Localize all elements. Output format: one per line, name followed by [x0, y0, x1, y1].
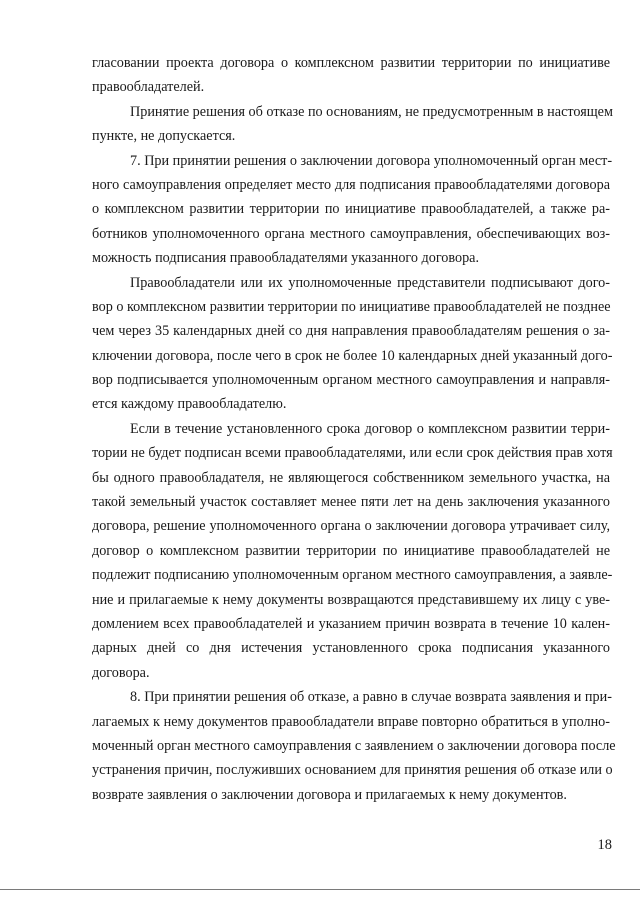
- text-line: чем через 35 календарных дней со дня направления правообладателям решения о за-: [92, 323, 610, 340]
- text-line: договор о комплексном развитии территории по инициативе правообладателей не: [92, 542, 610, 559]
- text-line: моченный орган местного самоуправления с заявлением о заключении договора после: [92, 737, 616, 754]
- text-line: 8. При принятии решения об отказе, а равно в случае возврата заявления и при-: [130, 689, 612, 706]
- text-line: ключении договора, после чего в срок не более 10 календарных дней указанный дого-: [92, 347, 613, 364]
- text-line: ется каждому правообладателю.: [92, 396, 287, 413]
- document-body: [92, 51, 616, 807]
- text-line: тории не будет подписан всеми правообладателями, или если срок действия прав хотя: [92, 445, 613, 462]
- text-line: дарных дней со дня истечения установленного срока подписания указанного: [92, 640, 610, 657]
- text-line: можность подписания правообладателями указанного договора.: [92, 250, 480, 267]
- text-line: 7. При принятии решения о заключении договора уполномоченный орган мест-: [130, 152, 613, 169]
- text-line: договора, решение уполномоченного органа о заключении договора утрачивает силу,: [92, 518, 610, 535]
- text-line: такой земельный участок составляет менее пяти лет на день заключения указанного: [92, 494, 610, 511]
- text-line: ного самоуправления определяет место для подписания правообладателями договора: [92, 176, 610, 193]
- text-line: подлежит подписанию уполномоченным органом местного самоуправления, а заявле-: [92, 567, 613, 584]
- text-line: гласовании проекта договора о комплексном развитии территории по инициативе: [92, 55, 610, 71]
- footer-divider: [0, 889, 640, 890]
- text-line: домлением всех правообладателей и указанием причин возврата в течение 10 кален-: [92, 615, 610, 632]
- text-line: пункте, не допускается.: [92, 128, 236, 145]
- text-line: Правообладатели или их уполномоченные представители подписывают дого-: [130, 274, 610, 291]
- text-line: правообладателей.: [92, 79, 205, 96]
- text-line: ботников уполномоченного органа местного самоуправления, обеспечивающих воз-: [92, 225, 610, 242]
- text-line: договора.: [92, 664, 150, 681]
- text-line: лагаемых к нему документов правообладатели вправе повторно обратиться в уполно-: [92, 713, 610, 730]
- text-line: Если в течение установленного срока договор о комплексном развитии терри-: [130, 420, 610, 437]
- text-line: устранения причин, послуживших основанием для принятия решения об отказе или о: [92, 762, 613, 779]
- text-line: возврате заявления о заключении договора и прилагаемых к нему документов.: [92, 786, 567, 803]
- text-line: Принятие решения об отказе по основаниям, не предусмотренным в настоящем: [130, 103, 613, 120]
- page-number: 18: [597, 837, 612, 853]
- text-line: вор о комплексном развитии территории по инициативе правообладателей не позднее: [92, 298, 611, 315]
- text-line: бы одного правообладателя, не являющегося собственником земельного участка, на: [92, 469, 610, 486]
- text-line: о комплексном развитии территории по инициативе правообладателей, а также ра-: [92, 201, 610, 218]
- text-line: вор подписывается уполномоченным органом местного самоуправления и направля-: [92, 372, 610, 389]
- text-line: ние и прилагаемые к нему документы возвращаются представившему их лицу с уве-: [92, 591, 610, 608]
